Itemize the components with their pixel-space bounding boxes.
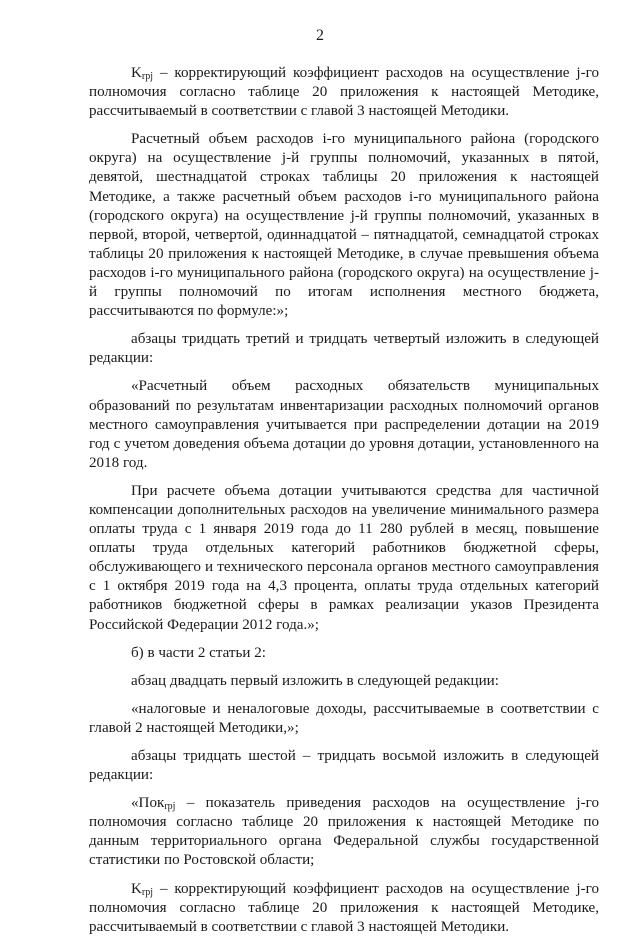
paragraph-instruction-36-38: абзацы тридцать шестой – тридцать восьмой изложить в следующей редакции: xyxy=(89,748,599,784)
formula-symbol: K xyxy=(131,65,142,81)
paragraph-instruction-33-34: абзацы тридцать третий и тридцать четвертый изложить в следующей редакции: xyxy=(89,331,599,367)
paragraph-indicator-pok xyxy=(89,794,599,870)
formula-subscript: rpj xyxy=(141,71,154,82)
paragraph-subsidy-calculation: При расчете объема дотации учитываются средства для частичной компенсации дополнительных расходов на увеличение минимального размера оплаты труда с 1 января 2019 года до 11 280 рублей в месяц, повышение оплаты труда отдельных категорий работников бюджетной сферы, обслуживающего и технического персонала органов местного самоуправления с 1 октября 2019 года на 4,3 процента, оплаты труда отдельных категорий работников бюджетной сферы в рамках реализации указов Президента Российской Федерации 2012 года.»; xyxy=(89,482,599,633)
formula-subscript: rpj xyxy=(164,801,176,813)
paragraph-part2-article2: б) в части 2 статьи 2: xyxy=(131,644,266,661)
formula-symbol: K xyxy=(131,880,142,897)
paragraph-coefficient-krpj xyxy=(89,64,599,121)
formula-symbol: «Пок xyxy=(131,795,165,812)
formula-subscript: rpj xyxy=(141,886,154,898)
paragraph-tax-revenues: «налоговые и неналоговые доходы, рассчитываемые в соответствии с главой 2 настоящей Методики,»; xyxy=(89,700,599,736)
document-body xyxy=(89,64,599,937)
paragraph-instruction-21: абзац двадцать первый изложить в следующей редакции: xyxy=(131,672,499,689)
paragraph-coefficient-krpj-final xyxy=(89,880,599,937)
paragraph-text: – корректирующий коэффициент расходов на осуществление j-го полномочия согласно таблице 20 приложения к настоящей Методике, рассчитываемый в соответствии с главой 3 настоящей Методики. xyxy=(89,880,599,935)
paragraph-calculated-volume: Расчетный объем расходов i-го муниципального района (городского округа) на осуществление j-й группы полномочий, указанных в пятой, девятой, шестнадцатой строках таблицы 20 приложения к настоящей Методике, а также расчетный объем расходов i-го муниципального района (городского округа) на осуществление j-й группы полномочий, указанных в первой, второй, четвертой, одиннадцатой – пятнадцатой, семнадцатой строках таблицы 20 приложения к настоящей Методике, в случае превышения объема расходов i-го муниципального района (городского округа) на осуществление j-й группы полномочий по итогам исполнения местного бюджета, рассчитываются по формуле:»; xyxy=(89,131,599,320)
paragraph-text: – показатель приведения расходов на осуществление j-го полномочия согласно таблице 20 приложения к настоящей Методике по данным территориального органа Федеральной службы государственной статистики по Ростовской области; xyxy=(89,795,599,869)
paragraph-text: – корректирующий коэффициент расходов на осуществление j-го полномочия согласно таблице 20 приложения к настоящей Методике, рассчитываемый в соответствии с главой 3 настоящей Методики. xyxy=(89,65,599,120)
paragraph-inventory-volume: «Расчетный объем расходных обязательств муниципальных образований по результатам инвентаризации расходных полномочий органов местного самоуправления учитывается при распределении дотации на 2019 год с учетом доведения объема дотации до уровня дотации, установленного на 2018 год. xyxy=(89,378,599,471)
page-number: 2 xyxy=(316,27,324,44)
